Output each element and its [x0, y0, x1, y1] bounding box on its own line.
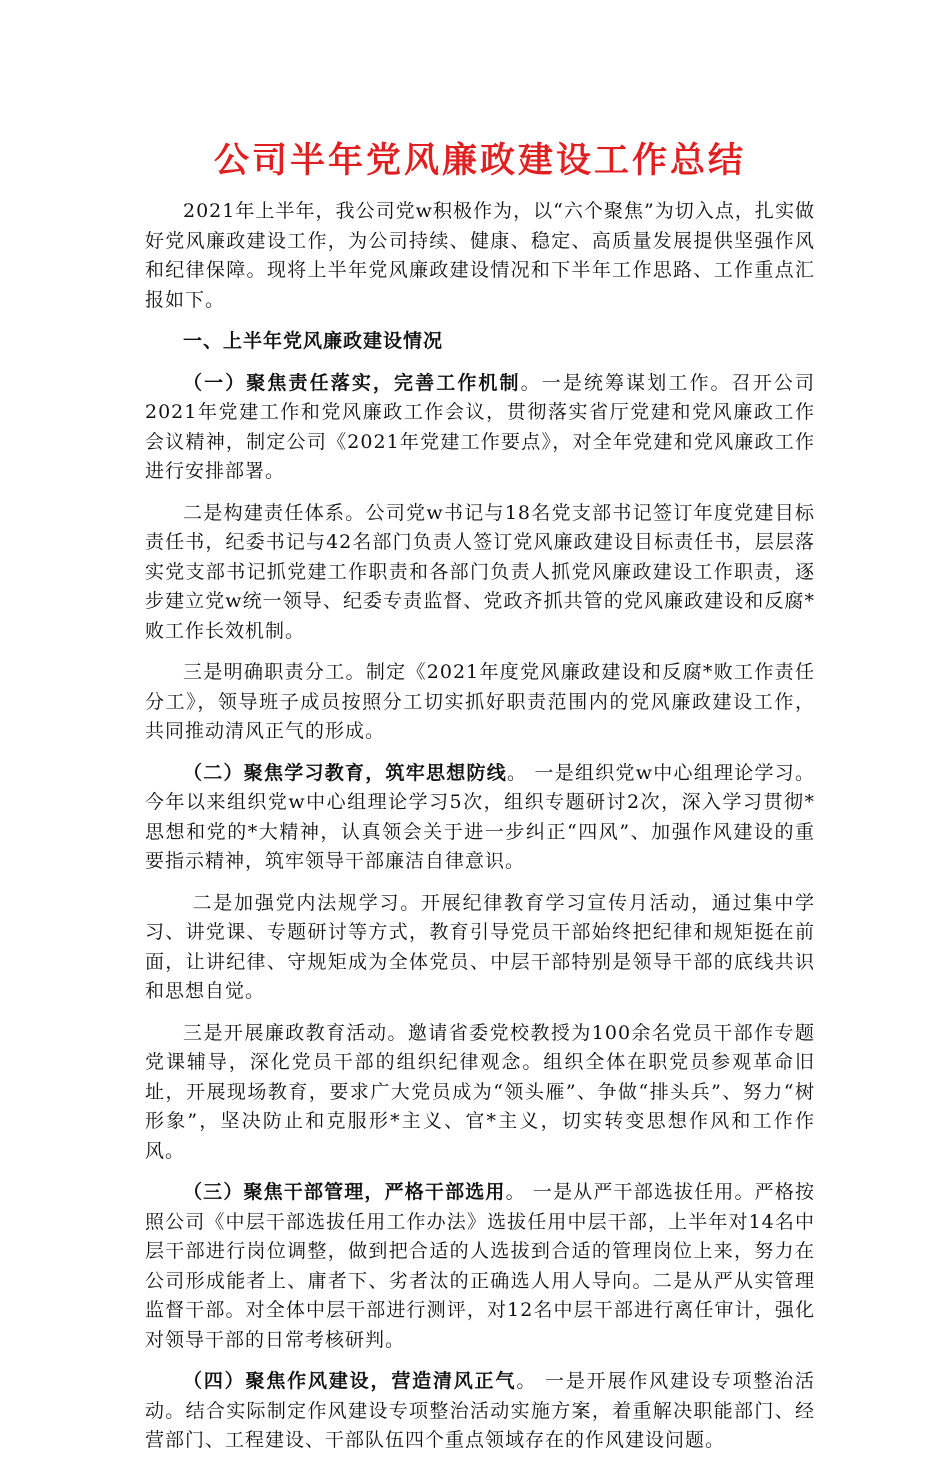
document-page [145, 135, 815, 1468]
paragraph-study [145, 759, 815, 877]
subsection-lead: （二）聚焦学习教育，筑牢思想防线 [183, 761, 507, 784]
paragraph-text: 。 一是从严干部选拔任用。严格按照公司《中层干部选拔任用工作办法》选拔任用中层干部，上半年对14名中层干部进行岗位调整，做到把合适的人选拔到合适的管理岗位上来，努力在公司形成能者上、庸者下、劣者汰的正确选人用人导向。二是从严从实管理监督干部。对全体中层干部进行测评，对12名中层干部进行离任审计，强化对领导干部的日常考核研判。 [145, 1181, 815, 1351]
paragraph-duty-division: 三是明确职责分工。制定《2021年度党风廉政建设和反腐*败工作责任分工》，领导班子成员按照分工切实抓好职责范围内的党风廉政建设工作，共同推动清风正气的形成。 [145, 661, 815, 742]
subsection-lead: （三）聚焦干部管理，严格干部选用 [183, 1181, 506, 1203]
paragraph-text: 。 一是组织党w中心组理论学习。今年以来组织党w中心组理论学习5次，组织专题研讨2次，深入学习贯彻*思想和党的*大精神，认真领会关于进一步纠正“四风”、加强作风建设的重要指示精神，筑牢领导干部廉洁自律意识。 [145, 761, 815, 872]
paragraph-party-rules: 二是加强党内法规学习。开展纪律教育学习宣传月活动，通过集中学习、讲党课、专题研讨等方式，教育引导党员干部始终把纪律和规矩挺在前面，让讲纪律、守规矩成为全体党员、中层干部特别是领导干部的底线共识和思想自觉。 [145, 891, 815, 1002]
paragraph-cadre-management [145, 1178, 815, 1355]
paragraph-text: 。一是统筹谋划工作。召开公司2021年党建工作和党风廉政工作会议，贯彻落实省厅党建和党风廉政工作会议精神，制定公司《2021年党建工作要点》，对全年党建和党风廉政工作进行安排部署。 [145, 371, 815, 482]
section-heading: 一、上半年党风廉政建设情况 [183, 330, 444, 352]
document-title: 公司半年党风廉政建设工作总结 [213, 140, 746, 181]
paragraph-text: 。 一是开展作风建设专项整治活动。结合实际制定作风建设专项整治活动实施方案，着重解决职能部门、经营部门、工程建设、干部队伍四个重点领域存在的作风建设问题。 [145, 1370, 815, 1451]
subsection-lead: （一）聚焦责任落实，完善工作机制 [183, 371, 521, 394]
paragraph-work-style [145, 1367, 815, 1456]
paragraph-responsibility-system: 二是构建责任体系。公司党w书记与18名党支部书记签订年度党建目标责任书，纪委书记与42名部门负责人签订党风廉政建设目标责任书，层层落实党支部书记抓党建工作职责和各部门负责人抓党风廉政建设工作职责，逐步建立党w统一领导、纪委专责监督、党政齐抓共管的党风廉政建设和反腐*败工作长效机制。 [145, 501, 815, 642]
subsection-lead: （四）聚焦作风建设，营造清风正气 [183, 1370, 517, 1392]
paragraph-integrity-education: 三是开展廉政教育活动。邀请省委党校教授为100余名党员干部作专题党课辅导，深化党员干部的组织纪律观念。组织全体在职党员参观革命旧址，开展现场教育，要求广大党员成为“领头雁”、争做“排头兵”、努力“树形象”，坚决防止和克服形*主义、官*主义，切实转变思想作风和工作作风。 [145, 1021, 815, 1162]
paragraph-responsibility [145, 369, 815, 487]
intro-paragraph: 2021年上半年，我公司党w积极作为，以“六个聚焦”为切入点，扎实做好党风廉政建设工作，为公司持续、健康、稳定、高质量发展提供坚强作风和纪律保障。现将上半年党风廉政建设情况和下半年工作思路、工作重点汇报如下。 [145, 200, 815, 311]
